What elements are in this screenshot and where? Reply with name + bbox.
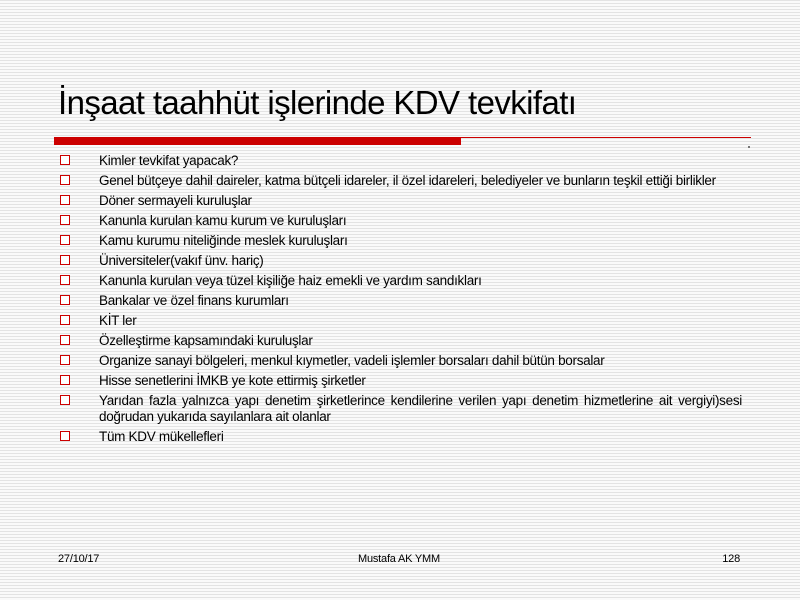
square-bullet-icon [60,195,70,205]
bullet-list [58,153,742,449]
square-bullet-icon [60,431,70,441]
bullet-item [58,333,742,349]
bullet-text: Özelleştirme kapsamındaki kuruluşlar [99,333,313,348]
square-bullet-icon [60,335,70,345]
square-bullet-icon [60,175,70,185]
bullet-text: Yarıdan fazla yalnızca yapı denetim şirketlerince kendilerine verilen yapı denetim hizmetlerine ait vergiyi)sesi doğrudan yukarıda sayılanlara ait olanlar [99,393,742,424]
bullet-item [58,153,742,169]
square-bullet-icon [60,315,70,325]
bullet-text: Bankalar ve özel finans kurumları [99,293,289,308]
bullet-text: Döner sermayeli kuruluşlar [99,193,252,208]
bullet-text: Tüm KDV mükellefleri [99,429,224,444]
bullet-text: Üniversiteler(vakıf ünv. hariç) [99,253,264,268]
square-bullet-icon [60,235,70,245]
square-bullet-icon [60,255,70,265]
square-bullet-icon [60,215,70,225]
bullet-item [58,293,742,309]
bullet-text: Kamu kurumu niteliğinde meslek kuruluşları [99,233,348,248]
bullet-item [58,253,742,269]
bullet-item [58,213,742,229]
square-bullet-icon [60,295,70,305]
footer-page-number: 128 [722,553,740,565]
bullet-item [58,353,742,369]
bullet-text: Kanunla kurulan kamu kurum ve kuruluşları [99,213,347,228]
bullet-item [58,193,742,209]
divider-end-dot [748,146,750,148]
bullet-text: Kanunla kurulan veya tüzel kişiliğe haiz emekli ve yardım sandıkları [99,273,482,288]
bullet-text: Hisse senetlerini İMKB ye kote ettirmiş şirketler [99,373,366,388]
bullet-text: KİT ler [99,313,137,328]
square-bullet-icon [60,155,70,165]
bullet-item [58,429,742,445]
bullet-item [58,173,742,189]
footer-author: Mustafa AK YMM [358,553,440,565]
bullet-item [58,273,742,289]
slide-title: İnşaat taahhüt işlerinde KDV tevkifatı [58,84,577,121]
footer-date: 27/10/17 [58,553,100,565]
bullet-text: Organize sanayi bölgeleri, menkul kıymetler, vadeli işlemler borsaları dahil bütün borsalar [99,353,605,368]
square-bullet-icon [60,395,70,405]
bullet-text: Kimler tevkifat yapacak? [99,153,239,168]
bullet-item [58,393,742,425]
bullet-item [58,373,742,389]
title-accent-bar [54,138,461,145]
bullet-item [58,313,742,329]
bullet-text: Genel bütçeye dahil daireler, katma bütçeli idareler, il özel idareleri, belediyeler ve bunların teşkil ettiği birlikler [99,173,716,188]
bullet-item [58,233,742,249]
square-bullet-icon [60,375,70,385]
square-bullet-icon [60,275,70,285]
square-bullet-icon [60,355,70,365]
